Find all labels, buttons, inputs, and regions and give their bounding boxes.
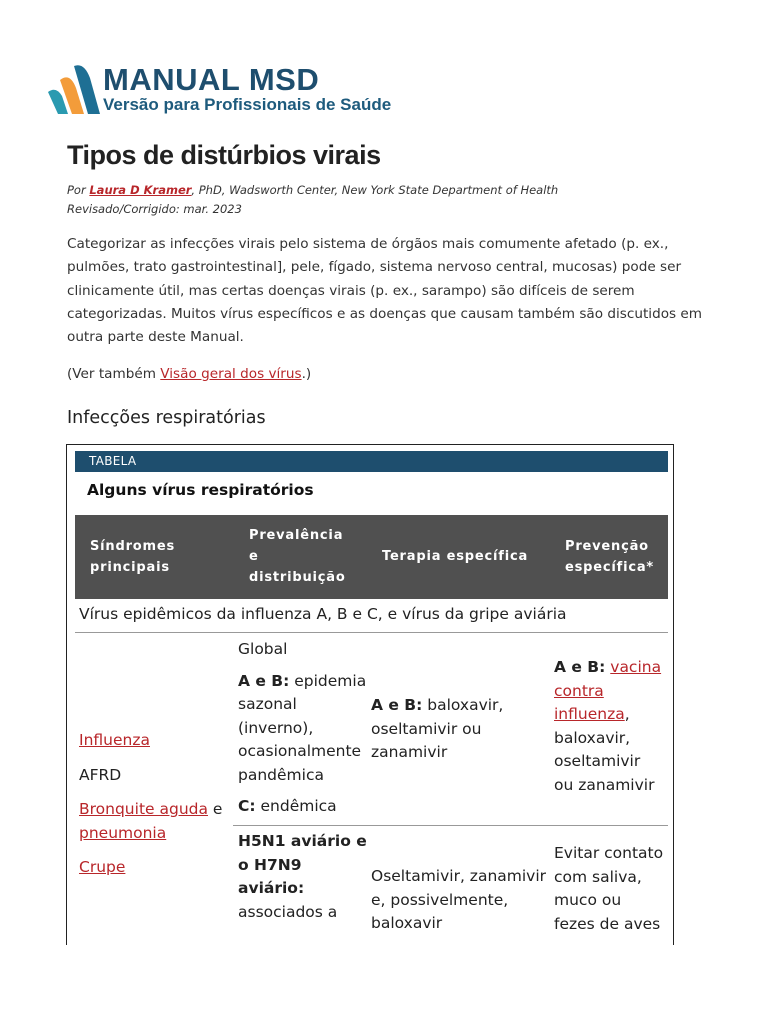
prevalence-cell-influenza: Global A e B: epidemia sazonal (inverno), ocasionalmente pandêmica C: endêmica — [238, 640, 367, 815]
msd-logo-icon — [46, 62, 100, 114]
bronquite-link[interactable]: Bronquite aguda — [79, 800, 208, 818]
prevention-cell-avian: Evitar contato com saliva, muco ou fezes de aves — [554, 844, 664, 933]
group-row-influenza: Vírus epidêmicos da influenza A, B e C, e vírus da gripe aviária — [79, 605, 567, 623]
author-link[interactable]: Laura D Kramer — [89, 183, 192, 197]
prevalence-cell-avian: H5N1 aviário e o H7N9 aviário: associados a — [238, 832, 367, 921]
row-divider — [233, 825, 668, 826]
brand-subtitle: Versão para Profissionais de Saúde — [103, 95, 392, 114]
prevention-cell-influenza: A e B: vacina contra influenza, baloxavir, oseltamivir ou zanamivir — [554, 658, 662, 794]
header-syndromes: Síndromes principais — [90, 539, 176, 575]
pneumonia-link[interactable]: pneumonia — [79, 823, 167, 842]
author-affiliation: , PhD, Wadsworth Center, New York State Department of Health — [191, 183, 559, 197]
site-logo[interactable] — [46, 62, 446, 118]
see-also-link[interactable]: Visão geral dos vírus — [160, 366, 302, 382]
table-header — [75, 515, 668, 599]
therapy-cell-avian: Oseltamivir, zanamivir e, possivelmente, baloxavir — [371, 867, 547, 932]
syndromes-cell: Influenza AFRD Bronquite aguda e pneumonia Crupe — [79, 731, 223, 876]
page-title: Tipos de distúrbios virais — [67, 140, 381, 170]
header-therapy: Terapia específica — [382, 549, 529, 564]
brand-title: MANUAL MSD — [103, 62, 320, 97]
section-heading: Infecções respiratórias — [67, 408, 266, 428]
table-title: Alguns vírus respiratórios — [87, 481, 314, 499]
intro-paragraph: Categorizar as infecções virais pelo sistema de órgãos mais comumente afetado (p. ex., pulmões, trato gastrointestinal], pele, fígado, sistema nervoso central, mucosas) pode ser clinicamente útil, mas certas doenças virais (p. ex., sarampo) são difíceis de serem categorizadas. Muitos vírus específicos e as doenças que causam também são discutidos em outra parte deste Manual. — [67, 236, 703, 346]
afrd-label: AFRD — [79, 765, 122, 784]
vaccine-link[interactable]: vacina — [610, 658, 662, 676]
row-divider — [75, 632, 668, 633]
see-also-prefix: (Ver também — [67, 366, 161, 382]
header-prevention: Prevenção específica* — [565, 539, 655, 575]
by-prefix: Por — [67, 183, 90, 197]
header-prevalence: Prevalência e distribuição — [249, 528, 346, 585]
influenza-link[interactable]: Influenza — [79, 731, 150, 749]
see-also-suffix: .) — [301, 366, 312, 382]
crupe-link[interactable]: Crupe — [79, 858, 126, 876]
byline — [67, 183, 558, 197]
therapy-cell-influenza: A e B: baloxavir, oseltamivir ou zanamivir — [371, 696, 504, 761]
see-also — [67, 366, 311, 382]
table-label: TABELA — [75, 451, 668, 472]
respiratory-virus-table — [66, 444, 674, 945]
reviewed-date: Revisado/Corrigido: mar. 2023 — [67, 202, 242, 216]
